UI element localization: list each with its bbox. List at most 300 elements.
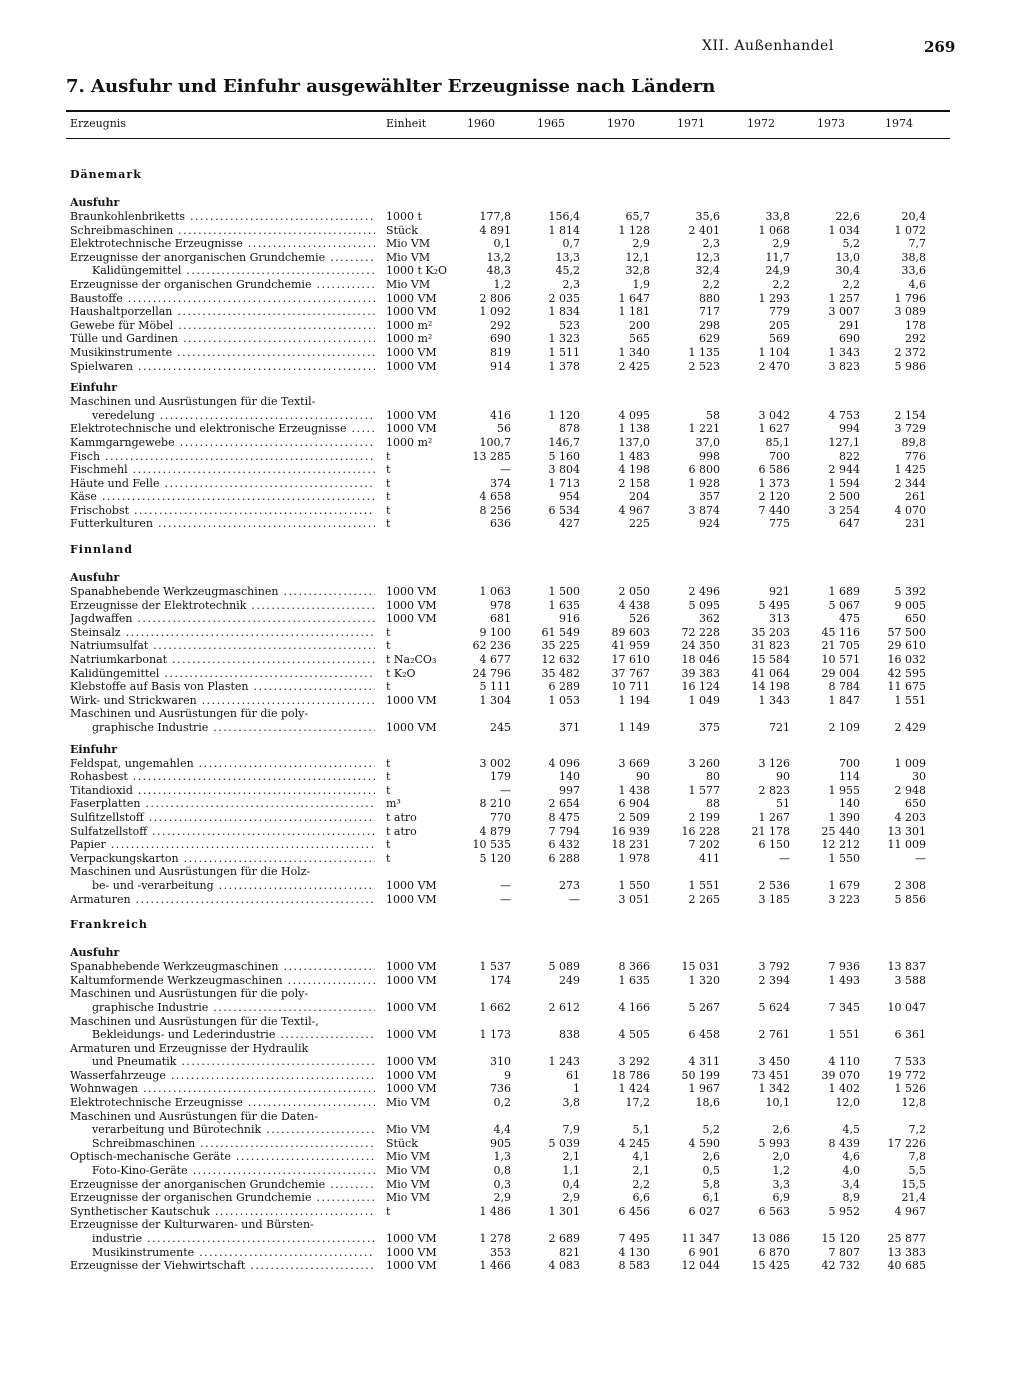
value-cell: 2 425 [618,359,650,373]
value-cell: 1 293 [758,291,790,305]
value-cell: 140 [839,797,860,811]
value-cell: 11,7 [765,250,790,264]
value-cell: 15,5 [901,1177,926,1191]
value-cell: 416 [490,408,511,422]
product-label: Spanabhebende Werkzeugmaschinen ..... [70,960,375,974]
value-cell: 4,0 [842,1164,860,1178]
value-cell: 8,9 [842,1191,860,1205]
value-cell: 1,2 [493,277,511,291]
value-cell: 10 711 [611,680,650,694]
value-cell: 156,4 [548,210,580,223]
value-cell: 721 [769,721,790,734]
value-cell: 1 120 [548,408,580,422]
value-cell: 2,9 [632,237,650,251]
value-cell: 4 245 [618,1136,650,1150]
value-cell: 3 669 [618,756,650,770]
value-cell: 51 [776,797,790,811]
unit-cell: 1000 VM [386,598,437,612]
value-cell: 7 495 [618,1232,650,1245]
value-cell: 62 236 [472,639,511,653]
unit-cell: t [386,476,391,490]
table-row [0,784,1024,798]
value-cell: 1 034 [828,223,860,237]
value-cell: 40 685 [887,1259,926,1273]
value-cell: 41 959 [611,639,650,653]
value-cell: 1 466 [479,1259,511,1273]
table-row [0,707,1024,721]
value-cell: 21 178 [751,824,790,838]
value-cell: 15 120 [821,1232,860,1245]
product-label: Maschinen und Ausrüstungen für die poly- [70,707,309,721]
table-row [0,278,1024,292]
value-cell: 85,1 [765,435,790,449]
value-cell: — [915,851,926,865]
value-cell: 1 390 [828,810,860,824]
value-cell: 2 120 [758,490,790,504]
value-cell: 2 806 [479,291,511,305]
value-cell: 6 870 [758,1245,790,1259]
table-row [0,626,1024,640]
value-cell: 1 009 [894,756,926,770]
unit-cell: Mio VM [386,1123,431,1137]
value-cell: 1 104 [758,345,790,359]
group-heading: Ausfuhr [70,946,120,960]
country-heading: Dänemark [70,168,142,181]
value-cell: 1 635 [548,598,580,612]
value-cell: 1 438 [618,783,650,797]
value-cell: 636 [490,517,511,531]
table-row [0,463,1024,477]
table-row [0,1246,1024,1260]
value-cell: 2,2 [772,277,790,291]
table-row [0,1110,1024,1124]
value-cell: 13 383 [887,1245,926,1259]
value-cell: 681 [490,612,511,626]
value-cell: 1 343 [758,693,790,707]
value-cell: 427 [559,517,580,531]
value-cell: 1 647 [618,291,650,305]
unit-cell: Stück [386,1136,418,1150]
value-cell: 292 [490,318,511,332]
table-row [0,960,1024,974]
value-cell: 1 194 [618,693,650,707]
value-cell: 1 955 [828,783,860,797]
value-cell: 57 500 [887,625,926,639]
value-cell: 700 [769,449,790,463]
value-cell: 1 551 [894,693,926,707]
value-cell: 1 500 [548,585,580,599]
value-cell: 650 [905,797,926,811]
value-cell: 6 901 [688,1245,720,1259]
value-cell: 8 439 [828,1136,860,1150]
value-cell: 1 493 [828,973,860,987]
value-cell: 4 203 [894,810,926,824]
value-cell: 4,1 [632,1150,650,1164]
value-cell: 2 823 [758,783,790,797]
value-cell: 4 438 [618,598,650,612]
value-cell: 3 260 [688,756,720,770]
unit-cell: m³ [386,797,401,811]
value-cell: 8 475 [548,810,580,824]
table-row [0,332,1024,346]
value-cell: 994 [839,422,860,436]
value-cell: 1 149 [618,721,650,734]
value-cell: 2 199 [688,810,720,824]
table-row [0,1055,1024,1069]
value-cell: 80 [706,770,720,784]
value-cell: 371 [559,721,580,734]
product-label: Futterkulturen ..... [70,517,375,531]
value-cell: 916 [559,612,580,626]
value-cell: 6 289 [548,680,580,694]
value-cell: 1,1 [562,1164,580,1178]
value-cell: 6 432 [548,838,580,852]
table-row [0,490,1024,504]
value-cell: 72 228 [681,625,720,639]
value-cell: 313 [769,612,790,626]
value-cell: 770 [490,810,511,824]
unit-cell: t K₂O [386,666,416,680]
value-cell: 89,8 [901,435,926,449]
product-label: Faserplatten ..... [70,797,375,811]
value-cell: 10 571 [821,653,860,667]
value-cell: 5 986 [894,359,926,373]
value-cell: 8 256 [479,503,511,517]
value-cell: 22,6 [835,210,860,223]
table-row [0,825,1024,839]
value-cell: 1 550 [618,878,650,892]
table-row [0,1123,1024,1137]
value-cell: 35,6 [695,210,720,223]
unit-cell: 1000 VM [386,960,437,974]
value-cell: 838 [559,1028,580,1042]
product-label: Frischobst ..... [70,504,375,518]
value-cell: 4 095 [618,408,650,422]
unit-cell: 1000 m² [386,332,433,346]
value-cell: 2 308 [894,878,926,892]
table-row [0,1042,1024,1056]
value-cell: 3 185 [758,892,790,906]
value-cell: 5 039 [548,1136,580,1150]
unit-cell: t [386,1204,391,1218]
chapter-heading: XII. Außenhandel [702,38,834,54]
value-cell: 4 505 [618,1028,650,1042]
table-row [0,797,1024,811]
product-label: Haushaltporzellan ..... [70,305,375,319]
value-cell: 2,2 [632,1177,650,1191]
page-header [0,38,1024,58]
product-label: Wirk- und Strickwaren ..... [70,694,375,708]
value-cell: 0,7 [562,237,580,251]
country-heading: Frankreich [70,918,148,932]
table-body [0,160,1024,1277]
value-cell: 4 110 [828,1055,860,1069]
table-row [0,1232,1024,1246]
value-cell: 3 292 [618,1055,650,1069]
value-cell: 18 046 [681,653,720,667]
value-cell: 114 [839,770,860,784]
value-cell: 3 089 [894,305,926,319]
product-label: Foto-Kino-Geräte ..... [70,1164,375,1178]
value-cell: 978 [490,598,511,612]
value-cell: 42 732 [821,1259,860,1273]
value-cell: 39 383 [681,666,720,680]
group-heading: Einfuhr [70,381,118,395]
value-cell: 2,3 [702,237,720,251]
product-label: Natriumkarbonat ..... [70,653,375,667]
value-cell: 61 549 [541,625,580,639]
product-label: Wohnwagen ..... [70,1082,375,1096]
value-cell: 2 344 [894,476,926,490]
unit-cell: t [386,517,391,531]
product-label: Häute und Felle ..... [70,477,375,491]
value-cell: 5,8 [702,1177,720,1191]
value-cell: 18 231 [611,838,650,852]
column-unit: Einheit [386,117,427,130]
top-rule [66,110,950,112]
product-label: Tülle und Gardinen ..... [70,332,375,346]
table-row [0,811,1024,825]
value-cell: 48,3 [486,264,511,278]
value-cell: 29 004 [821,666,860,680]
value-cell: 73 451 [751,1068,790,1082]
product-label: graphische Industrie ..... [70,1001,375,1015]
value-cell: 1 967 [688,1082,720,1096]
group-heading: Einfuhr [70,742,118,756]
product-label: be- und -verarbeitung ..... [70,879,375,893]
value-cell: 5 993 [758,1136,790,1150]
value-cell: 1,2 [772,1164,790,1178]
value-cell: 2 509 [618,810,650,824]
value-cell: 1 320 [688,973,720,987]
product-label: Verpackungskarton ..... [70,852,375,866]
table-row [0,224,1024,238]
value-cell: 5 267 [688,1000,720,1014]
value-cell: 35 225 [541,639,580,653]
value-cell: 1 978 [618,851,650,865]
table-row [0,757,1024,771]
product-label: Elektrotechnische und elektronische Erzeugnisse ..... [70,422,375,436]
value-cell: 878 [559,422,580,436]
product-label: Käse ..... [70,490,375,504]
value-cell: — [779,851,790,865]
table-row [0,237,1024,251]
value-cell: 3 823 [828,359,860,373]
unit-cell: t [386,639,391,653]
value-cell: 3 792 [758,960,790,974]
unit-cell: t [386,680,391,694]
value-cell: 2 948 [894,783,926,797]
value-cell: 1 278 [479,1232,511,1245]
value-cell: 16 124 [681,680,720,694]
value-cell: 12 044 [681,1259,720,1273]
value-cell: 822 [839,449,860,463]
value-cell: 3 007 [828,305,860,319]
value-cell: 12,8 [901,1096,926,1110]
value-cell: 3 588 [894,973,926,987]
value-cell: 25 440 [821,824,860,838]
table-row [0,838,1024,852]
value-cell: 2 689 [548,1232,580,1245]
value-cell: 21,4 [901,1191,926,1205]
table-row [0,1082,1024,1096]
value-cell: 6 586 [758,463,790,477]
product-label: Titandioxid ..... [70,784,375,798]
value-cell: 5 952 [828,1204,860,1218]
value-cell: 7 794 [548,824,580,838]
value-cell: 15 425 [751,1259,790,1273]
product-label: Fischmehl ..... [70,463,375,477]
table-row [0,360,1024,374]
value-cell: 12 632 [541,653,580,667]
column-year: 1960 [467,117,495,130]
table-row [0,1137,1024,1151]
value-cell: 2,3 [562,277,580,291]
value-cell: 6 904 [618,797,650,811]
value-cell: 5 111 [479,680,511,694]
value-cell: 8 583 [618,1259,650,1273]
unit-cell: Mio VM [386,1177,431,1191]
product-label: Maschinen und Ausrüstungen für die poly- [70,987,309,1001]
product-label: Klebstoffe auf Basis von Plasten ..... [70,680,375,694]
value-cell: 3 729 [894,422,926,436]
value-cell: 2,1 [562,1150,580,1164]
table-row [0,422,1024,436]
value-cell: 1 551 [688,878,720,892]
country-section [0,916,1024,1277]
value-cell: 205 [769,318,790,332]
value-cell: 7 345 [828,1000,860,1014]
table-row [0,612,1024,626]
value-cell: 3 126 [758,756,790,770]
value-cell: 1 689 [828,585,860,599]
unit-cell: 1000 VM [386,1028,437,1042]
value-cell: 2 536 [758,878,790,892]
value-cell: 0,3 [493,1177,511,1191]
value-cell: 12,1 [625,250,650,264]
product-label: Steinsalz ..... [70,626,375,640]
unit-cell: 1000 VM [386,1055,437,1069]
value-cell: 1 814 [548,223,580,237]
value-cell: 174 [490,973,511,987]
product-label: Schreibmaschinen ..... [70,224,375,238]
product-label: Armaturen und Erzeugnisse der Hydraulik [70,1041,309,1055]
unit-cell: Mio VM [386,250,431,264]
value-cell: 137,0 [618,435,650,449]
value-cell: 7,7 [908,237,926,251]
unit-cell: 1000 VM [386,973,437,987]
value-cell: 9 [504,1068,511,1082]
value-cell: 50 199 [681,1068,720,1082]
value-cell: 6 027 [688,1204,720,1218]
value-cell: 736 [490,1082,511,1096]
value-cell: 2 158 [618,476,650,490]
column-header [0,117,1024,133]
value-cell: 6 563 [758,1204,790,1218]
value-cell: 2,2 [842,277,860,291]
value-cell: 7,8 [908,1150,926,1164]
value-cell: 565 [629,332,650,346]
value-cell: 13 301 [887,824,926,838]
value-cell: 4 753 [828,408,860,422]
value-cell: 4 879 [479,824,511,838]
value-cell: 32,4 [695,264,720,278]
value-cell: 7 202 [688,838,720,852]
unit-cell: t [386,503,391,517]
product-label: Rohasbest ..... [70,770,375,784]
value-cell: 1 173 [479,1028,511,1042]
value-cell: 4 070 [894,503,926,517]
value-cell: 2 050 [618,585,650,599]
value-cell: 32,8 [625,264,650,278]
table-row [0,879,1024,893]
table-row [0,450,1024,464]
value-cell: 3 042 [758,408,790,422]
unit-cell: t [386,625,391,639]
table-row [0,865,1024,879]
unit-cell: 1000 t K₂O [386,264,448,278]
value-cell: 2,0 [772,1150,790,1164]
value-cell: 37,0 [695,435,720,449]
unit-cell: Mio VM [386,237,431,251]
value-cell: 3 051 [618,892,650,906]
value-cell: 1 834 [548,305,580,319]
value-cell: 13 086 [751,1232,790,1245]
value-cell: 16 228 [681,824,720,838]
unit-cell: t [386,838,391,852]
value-cell: 2 654 [548,797,580,811]
value-cell: 353 [490,1245,511,1259]
value-cell: 717 [699,305,720,319]
value-cell: 30 [912,770,926,784]
value-cell: 650 [905,612,926,626]
unit-cell: t [386,490,391,504]
value-cell: 292 [905,332,926,346]
unit-cell: t atro [386,810,417,824]
value-cell: 6 456 [618,1204,650,1218]
value-cell: 18,6 [695,1096,720,1110]
value-cell: 25 877 [887,1232,926,1245]
column-year: 1965 [537,117,565,130]
table-row [0,251,1024,265]
value-cell: 88 [706,797,720,811]
value-cell: 31 823 [751,639,790,653]
product-label: Spielwaren ..... [70,360,375,374]
value-cell: 3,4 [842,1177,860,1191]
product-label: Erzeugnisse der organischen Grundchemie ..... [70,1191,375,1205]
value-cell: 7 533 [894,1055,926,1069]
table-row [0,436,1024,450]
value-cell: 2,2 [702,277,720,291]
value-cell: 2 265 [688,892,720,906]
group-heading: Ausfuhr [70,196,120,209]
product-label: Sulfatzellstoff ..... [70,825,375,839]
value-cell: 0,1 [493,237,511,251]
product-label: Erzeugnisse der anorganischen Grundchemie ..... [70,1178,375,1192]
value-cell: 56 [497,422,511,436]
value-cell: 13,0 [835,250,860,264]
value-cell: 65,7 [625,210,650,223]
unit-cell: t [386,756,391,770]
value-cell: 9 100 [479,625,511,639]
country-section [0,166,1024,535]
value-cell: 38,8 [901,250,926,264]
value-cell: 2,9 [772,237,790,251]
table-row [0,1028,1024,1042]
value-cell: 375 [699,721,720,734]
value-cell: 1 323 [548,332,580,346]
value-cell: 1 072 [894,223,926,237]
